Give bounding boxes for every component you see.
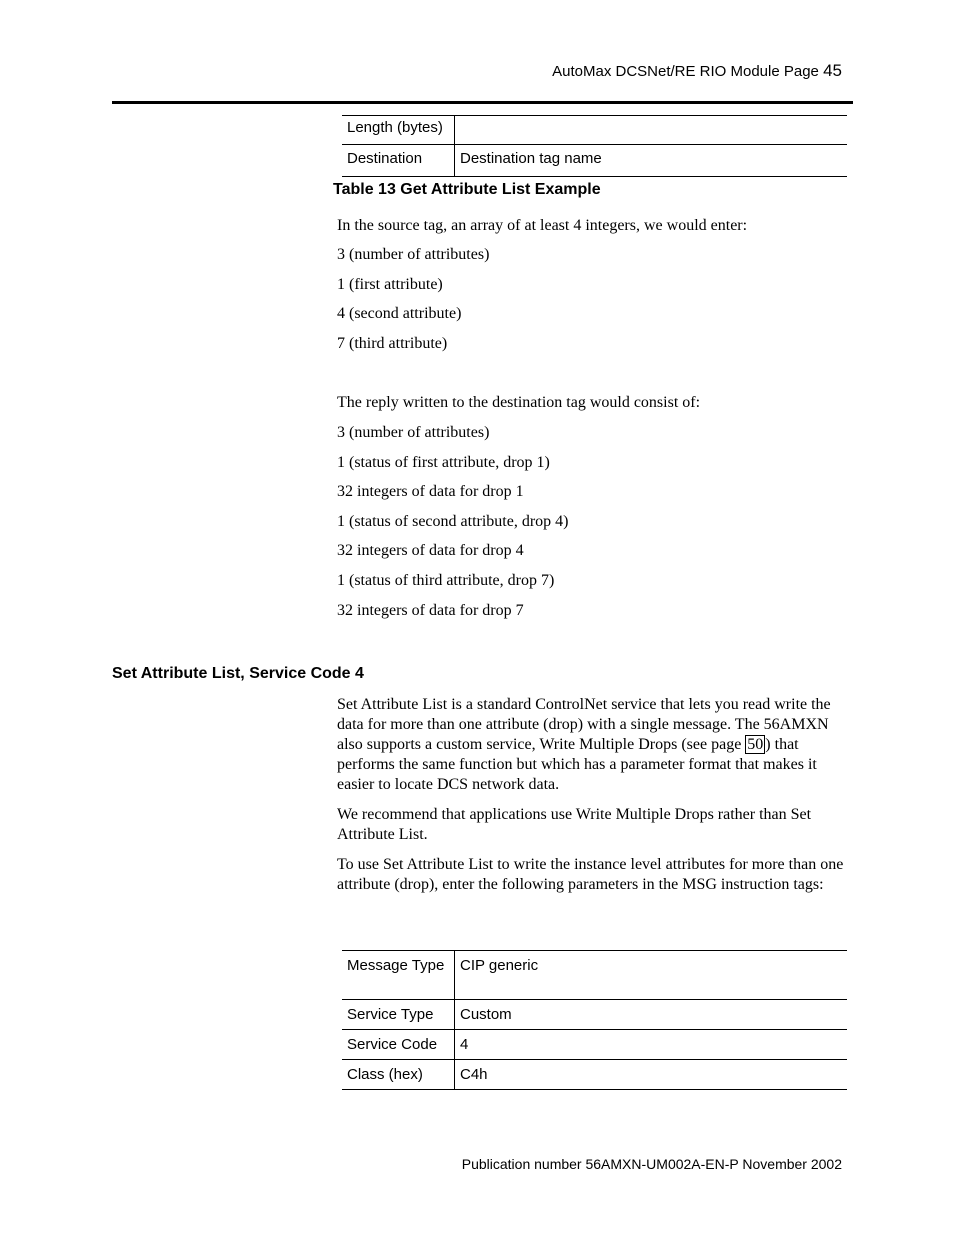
page-number: 45 (823, 61, 842, 80)
section-paragraph-3: To use Set Attribute List to write the instance level attributes for more than one attribute (drop), enter the following parameters in the MSG instruction tags: (337, 856, 844, 893)
msg-parameters-table (342, 950, 847, 1090)
table-row (342, 116, 847, 145)
section-heading: Set Attribute List, Service Code 4 (112, 665, 364, 682)
source-line: 3 (number of attributes) (337, 246, 490, 263)
table-cell-key: Service Type (342, 1000, 455, 1030)
table-row (342, 145, 847, 177)
reply-line: 32 integers of data for drop 7 (337, 602, 524, 619)
page-footer: Publication number 56AMXN-UM002A-EN-P November 2002 (461, 1156, 842, 1172)
source-line: 4 (second attribute) (337, 305, 462, 322)
table-row (342, 951, 847, 1000)
table-cell-value: C4h (455, 1060, 848, 1090)
table-cell-value: CIP generic (455, 951, 848, 1000)
paragraph-text: ) that performs the same function but which has a parameter format that makes it easier to locate DCS network data. (337, 736, 817, 793)
reply-intro: The reply written to the destination tag would consist of: (337, 394, 701, 411)
table-cell-value: Destination tag name (455, 145, 848, 177)
reply-line: 32 integers of data for drop 1 (337, 483, 524, 500)
source-line: 1 (first attribute) (337, 276, 443, 293)
table-cell-key: Service Code (342, 1030, 455, 1060)
table-cell-key: Length (bytes) (342, 116, 455, 145)
section-paragraph-1 (337, 695, 847, 795)
reply-line: 32 integers of data for drop 4 (337, 542, 524, 559)
table-cell-value (455, 116, 848, 145)
paragraph-text: Set Attribute List is a standard ControlNet service that lets you read write the data for more than one attribute (drop) with a single message. The 56AMXN also supports a custom service, Write Multiple Drops (see page (337, 696, 831, 753)
table-cell-value: 4 (455, 1030, 848, 1060)
attribute-table-continued (342, 115, 847, 177)
table-row (342, 1030, 847, 1060)
table-cell-key: Message Type (342, 951, 455, 1000)
reply-line: 3 (number of attributes) (337, 424, 490, 441)
page-header (552, 61, 842, 81)
header-title: AutoMax DCSNet/RE RIO Module Page (552, 63, 819, 80)
reply-line: 1 (status of second attribute, drop 4) (337, 513, 569, 530)
example-intro: In the source tag, an array of at least 4 integers, we would enter: (337, 217, 748, 234)
header-rule (112, 101, 853, 104)
table-cell-key: Destination (342, 145, 455, 177)
table-cell-value: Custom (455, 1000, 848, 1030)
table-cell-key: Class (hex) (342, 1060, 455, 1090)
table-caption: Table 13 Get Attribute List Example (333, 181, 601, 198)
table-row (342, 1060, 847, 1090)
reply-line: 1 (status of third attribute, drop 7) (337, 572, 555, 589)
table-row (342, 1000, 847, 1030)
page-reference-link[interactable]: 50 (747, 736, 764, 753)
section-paragraph-2: We recommend that applications use Write Multiple Drops rather than Set Attribute List. (337, 806, 812, 843)
reply-line: 1 (status of first attribute, drop 1) (337, 454, 550, 471)
source-line: 7 (third attribute) (337, 335, 448, 352)
